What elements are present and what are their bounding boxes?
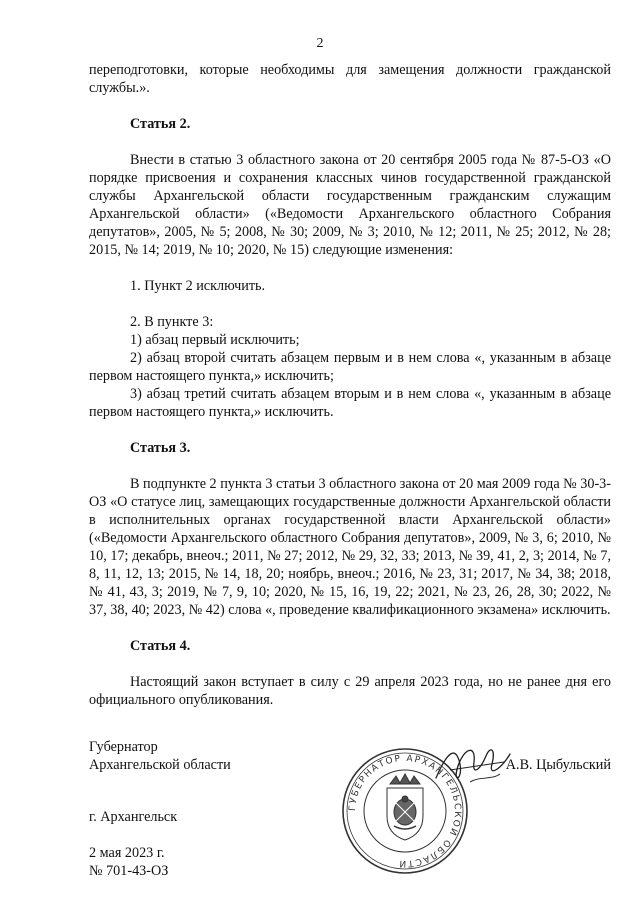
signer-name: А.В. Цыбульский <box>505 757 611 773</box>
city: г. Архангельск <box>89 809 178 825</box>
article-4-body: Настоящий закон вступает в силу с 29 апреля 2023 года, но не ранее дня его официального опубликования. <box>89 674 611 708</box>
article-2-body: Внести в статью 3 областного закона от 20 сентября 2005 года № 87-5-ОЗ «О порядке присвоения и сохранения классных чинов государственной гражданской службы Архангельской области государственным гражданским служащим Архангельской области» («Ведомости Архангельского областного Собрания депутатов», 2005, № 5; 2008, № 30; 2009, № 3; 2010, № 12; 2011, № 25; 2012, № 28; 2015, № 14; 2019, № 10; 2020, № 15) следующие изменения: <box>89 152 611 258</box>
article-2-item-2: 2. В пункте 3: <box>130 314 214 330</box>
law-text <box>89 61 611 709</box>
signer-title-line-2: Архангельской области <box>89 757 231 773</box>
article-3-heading: Статья 3. <box>130 440 191 456</box>
signer-title-line-1: Губернатор <box>89 739 158 755</box>
coat-of-arms-icon <box>387 774 423 840</box>
article-2-item-2-sub-1: 1) абзац первый исключить; <box>130 332 300 348</box>
handwritten-signature <box>430 740 520 790</box>
article-4-heading: Статья 4. <box>130 638 191 654</box>
law-number: № 701-43-ОЗ <box>89 863 169 879</box>
article-2-heading: Статья 2. <box>130 116 191 132</box>
page-number: 2 <box>316 36 324 51</box>
article-3-body: В подпункте 2 пункта 3 статьи 3 областного закона от 20 мая 2009 года № 30-3-ОЗ «О статусе лиц, замещающих государственные должности Архангельской области в исполнительных органах государственной власти Архангельской области» («Ведомости Архангельского областного Собрания депутатов», 2009, № 3, 6; 2010, № 10, 17; декабрь, внеоч.; 2011, № 27; 2012, № 29, 32, 33; 2013, № 39, 41, 2, 3; 2014, № 7, 8, 11, 12, 13; 2015, № 14, 18, 20; ноябрь, внеоч.; 2016, № 23, 31; 2017, № 34, 38; 2018, № 41, 43, 3; 2019, № 7, 9, 10; 2020, № 15, 16, 19, 22; 2021, № 23, 26, 28, 30; 2022, № 37, 38, 40; 2023, № 42) слова «, проведение квалификационного экзамена» исключить. <box>89 476 611 618</box>
article-2-item-2-sub-2: 2) абзац второй считать абзацем первым и в нем слова «, указанным в абзаце первом настоящего пункта,» исключить; <box>89 350 611 384</box>
article-2-item-1: 1. Пункт 2 исключить. <box>130 278 266 294</box>
intro-continuation: переподготовки, которые необходимы для замещения должности гражданской службы.». <box>89 62 611 96</box>
article-2-item-2-sub-3: 3) абзац третий считать абзацем вторым и в нем слова «, указанным в абзаце первом настоящего пункта,» исключить. <box>89 386 611 420</box>
law-date: 2 мая 2023 г. <box>89 845 165 861</box>
seal-text: ГУБЕРНАТОР АРХАНГЕЛЬСКОЙ ОБЛАСТИ <box>347 753 463 869</box>
